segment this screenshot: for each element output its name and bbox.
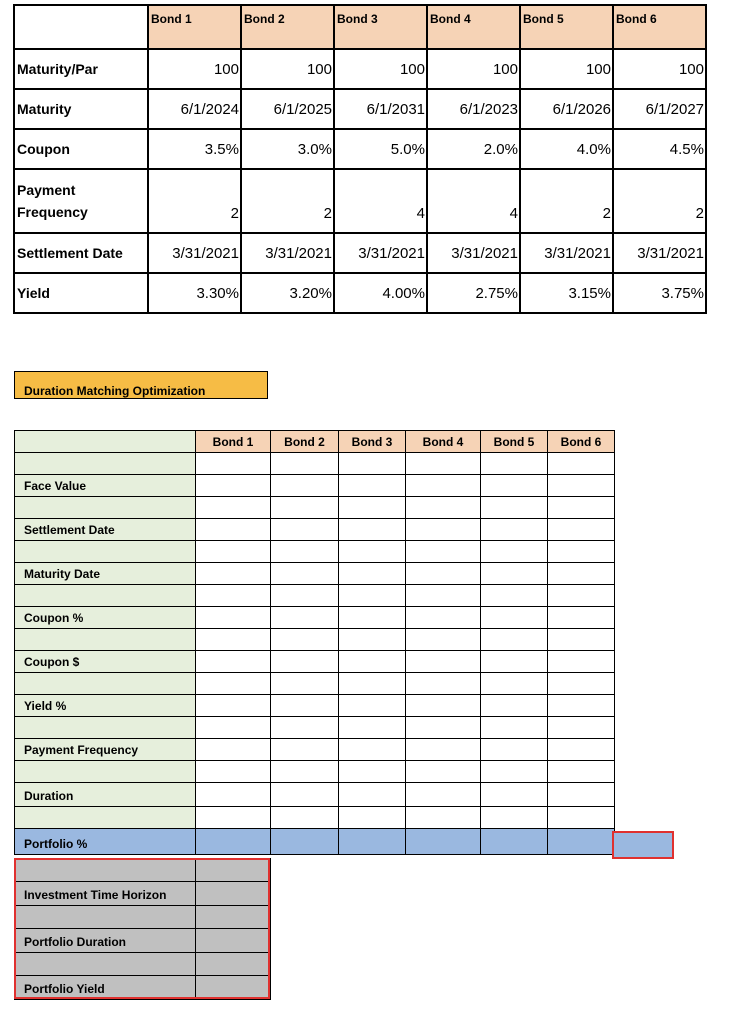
corner-cell[interactable] <box>14 5 148 49</box>
cell[interactable] <box>548 761 615 783</box>
cell[interactable] <box>548 607 615 629</box>
portfolio-row <box>15 829 615 855</box>
spacer-label-cell[interactable] <box>15 717 196 739</box>
cell[interactable] <box>481 453 548 475</box>
cell[interactable] <box>406 585 481 607</box>
cell[interactable] <box>339 497 406 519</box>
cell[interactable] <box>196 607 271 629</box>
summary-label[interactable]: Portfolio Yield <box>15 976 196 1000</box>
row-label-coupon[interactable]: Coupon <box>14 129 148 169</box>
summary-value-cell[interactable] <box>196 953 271 976</box>
cell[interactable]: 3.15% <box>520 273 613 313</box>
cell[interactable] <box>481 519 548 541</box>
cell[interactable]: 3.75% <box>613 273 706 313</box>
table-row <box>15 519 615 541</box>
cell[interactable] <box>339 761 406 783</box>
cell[interactable]: 3/31/2021 <box>427 233 520 273</box>
cell[interactable] <box>406 739 481 761</box>
cell[interactable]: 3.0% <box>241 129 334 169</box>
cell[interactable]: 2.75% <box>427 273 520 313</box>
cell[interactable] <box>406 453 481 475</box>
bond-header-cell[interactable]: Bond 5 <box>520 5 613 49</box>
cell[interactable] <box>406 695 481 717</box>
spacer-label-cell[interactable] <box>15 673 196 695</box>
cell[interactable] <box>339 475 406 497</box>
cell[interactable] <box>548 519 615 541</box>
spacer-label-cell[interactable] <box>15 497 196 519</box>
bond-header-cell[interactable]: Bond 5 <box>481 431 548 453</box>
portfolio-label[interactable]: Portfolio % <box>15 829 196 855</box>
cell[interactable] <box>339 607 406 629</box>
cell[interactable] <box>548 453 615 475</box>
cell[interactable] <box>339 585 406 607</box>
cell[interactable] <box>271 541 339 563</box>
cell[interactable]: 100 <box>148 49 241 89</box>
cell[interactable]: 4 <box>427 169 520 233</box>
row-label-yield[interactable]: Yield <box>14 273 148 313</box>
cell[interactable] <box>339 807 406 829</box>
cell[interactable]: 3/31/2021 <box>334 233 427 273</box>
table-row <box>14 273 706 313</box>
cell[interactable]: 6/1/2026 <box>520 89 613 129</box>
row-label[interactable]: Settlement Date <box>15 519 196 541</box>
cell[interactable]: 100 <box>427 49 520 89</box>
cell[interactable] <box>339 519 406 541</box>
row-label[interactable]: Maturity Date <box>15 563 196 585</box>
spacer-label-cell[interactable] <box>15 629 196 651</box>
table-row <box>14 233 706 273</box>
optimization-table <box>14 430 615 855</box>
cell[interactable] <box>481 717 548 739</box>
opt-header-row <box>15 431 615 453</box>
table-row <box>15 761 615 783</box>
cell[interactable]: 2 <box>241 169 334 233</box>
table-row <box>15 629 615 651</box>
cell[interactable] <box>548 651 615 673</box>
summary-value-cell[interactable] <box>196 906 271 929</box>
bond-header-cell[interactable]: Bond 4 <box>427 5 520 49</box>
cell[interactable] <box>406 761 481 783</box>
summary-value-cell[interactable] <box>196 976 271 1000</box>
cell[interactable]: 6/1/2031 <box>334 89 427 129</box>
table-row <box>14 129 706 169</box>
cell[interactable] <box>339 563 406 585</box>
cell[interactable] <box>481 739 548 761</box>
cell[interactable] <box>548 695 615 717</box>
cell[interactable] <box>271 783 339 807</box>
cell[interactable] <box>548 629 615 651</box>
summary-value-cell[interactable] <box>196 859 271 882</box>
cell[interactable] <box>339 695 406 717</box>
cell[interactable] <box>406 651 481 673</box>
cell[interactable] <box>196 651 271 673</box>
cell[interactable] <box>196 783 271 807</box>
cell[interactable] <box>196 695 271 717</box>
cell[interactable]: 4.5% <box>613 129 706 169</box>
row-label[interactable]: Yield % <box>15 695 196 717</box>
bond-header-cell[interactable]: Bond 2 <box>271 431 339 453</box>
cell[interactable] <box>339 673 406 695</box>
cell[interactable] <box>339 717 406 739</box>
cell[interactable]: 6/1/2027 <box>613 89 706 129</box>
cell[interactable] <box>548 541 615 563</box>
table-row <box>15 563 615 585</box>
cell[interactable] <box>271 607 339 629</box>
cell[interactable]: 2 <box>148 169 241 233</box>
bond-header-cell[interactable]: Bond 6 <box>613 5 706 49</box>
table-row <box>15 976 271 1000</box>
cell[interactable] <box>406 541 481 563</box>
cell[interactable] <box>548 497 615 519</box>
cell[interactable] <box>339 453 406 475</box>
portfolio-cell[interactable] <box>406 829 481 855</box>
cell[interactable] <box>196 739 271 761</box>
cell[interactable] <box>196 497 271 519</box>
cell[interactable] <box>481 695 548 717</box>
table-row <box>15 739 615 761</box>
cell[interactable] <box>481 563 548 585</box>
cell[interactable] <box>481 761 548 783</box>
row-label-settlement-date[interactable]: Settlement Date <box>14 233 148 273</box>
cell[interactable] <box>481 651 548 673</box>
spacer-label-cell[interactable] <box>15 807 196 829</box>
table-row <box>15 475 615 497</box>
portfolio-total-cell[interactable] <box>612 831 674 859</box>
cell[interactable] <box>548 585 615 607</box>
cell[interactable] <box>548 739 615 761</box>
cell[interactable]: 6/1/2023 <box>427 89 520 129</box>
table-row <box>15 695 615 717</box>
cell[interactable] <box>406 607 481 629</box>
bond-header-cell[interactable]: Bond 4 <box>406 431 481 453</box>
cell[interactable] <box>271 475 339 497</box>
cell[interactable] <box>548 475 615 497</box>
cell[interactable] <box>196 629 271 651</box>
cell[interactable]: 4.0% <box>520 129 613 169</box>
cell[interactable] <box>196 475 271 497</box>
cell[interactable]: 3/31/2021 <box>241 233 334 273</box>
table-row <box>14 49 706 89</box>
cell[interactable] <box>406 673 481 695</box>
portfolio-cell[interactable] <box>271 829 339 855</box>
cell[interactable]: 100 <box>520 49 613 89</box>
summary-label[interactable]: Investment Time Horizon <box>15 882 196 906</box>
cell[interactable] <box>271 739 339 761</box>
bond-header-cell[interactable]: Bond 2 <box>241 5 334 49</box>
cell[interactable] <box>196 519 271 541</box>
spacer-label-cell[interactable] <box>15 953 196 976</box>
cell[interactable] <box>339 629 406 651</box>
cell[interactable] <box>406 497 481 519</box>
portfolio-cell[interactable] <box>548 829 615 855</box>
cell[interactable] <box>406 519 481 541</box>
cell[interactable] <box>196 717 271 739</box>
cell[interactable] <box>271 717 339 739</box>
cell[interactable] <box>406 629 481 651</box>
table-row <box>15 651 615 673</box>
row-label-payment-frequency[interactable]: Payment Frequency <box>14 169 148 233</box>
cell[interactable] <box>481 585 548 607</box>
cell[interactable] <box>481 497 548 519</box>
cell[interactable] <box>548 807 615 829</box>
cell[interactable]: 2 <box>520 169 613 233</box>
cell[interactable] <box>271 807 339 829</box>
cell[interactable] <box>481 783 548 807</box>
table-row <box>15 673 615 695</box>
cell[interactable]: 3/31/2021 <box>613 233 706 273</box>
cell[interactable] <box>196 453 271 475</box>
cell[interactable] <box>271 585 339 607</box>
cell[interactable]: 5.0% <box>334 129 427 169</box>
spacer-label-cell[interactable] <box>15 585 196 607</box>
table-row <box>15 953 271 976</box>
spacer-label-cell[interactable] <box>15 453 196 475</box>
cell[interactable] <box>548 783 615 807</box>
cell[interactable] <box>271 563 339 585</box>
cell[interactable]: 100 <box>334 49 427 89</box>
table-row <box>15 807 615 829</box>
cell[interactable] <box>271 673 339 695</box>
table-row <box>15 906 271 929</box>
cell[interactable] <box>196 585 271 607</box>
cell[interactable] <box>339 783 406 807</box>
cell[interactable] <box>548 563 615 585</box>
portfolio-cell[interactable] <box>481 829 548 855</box>
spacer-label-cell[interactable] <box>15 906 196 929</box>
cell[interactable]: 6/1/2024 <box>148 89 241 129</box>
table-row <box>15 585 615 607</box>
table-row <box>15 607 615 629</box>
cell[interactable] <box>406 807 481 829</box>
bond-input-table <box>13 4 707 314</box>
cell[interactable] <box>271 497 339 519</box>
table-row <box>15 783 615 807</box>
cell[interactable]: 3.20% <box>241 273 334 313</box>
bond-header-cell[interactable]: Bond 1 <box>196 431 271 453</box>
summary-table <box>14 858 271 1000</box>
cell[interactable]: 3/31/2021 <box>148 233 241 273</box>
cell[interactable] <box>406 783 481 807</box>
cell[interactable]: 6/1/2025 <box>241 89 334 129</box>
cell[interactable] <box>406 475 481 497</box>
table-row <box>15 497 615 519</box>
spacer-label-cell[interactable] <box>15 761 196 783</box>
cell[interactable] <box>406 563 481 585</box>
cell[interactable] <box>271 761 339 783</box>
section-title[interactable]: Duration Matching Optimization <box>14 371 268 399</box>
cell[interactable]: 2 <box>613 169 706 233</box>
cell[interactable] <box>481 807 548 829</box>
table-row <box>14 169 706 233</box>
summary-label[interactable]: Portfolio Duration <box>15 929 196 953</box>
bond-header-cell[interactable]: Bond 1 <box>148 5 241 49</box>
cell[interactable] <box>481 607 548 629</box>
table-row <box>15 859 271 882</box>
row-label[interactable]: Coupon $ <box>15 651 196 673</box>
bond-header-row <box>14 5 706 49</box>
table-row <box>15 929 271 953</box>
table-row <box>15 717 615 739</box>
cell[interactable]: 4.00% <box>334 273 427 313</box>
corner-cell[interactable] <box>15 431 196 453</box>
cell[interactable] <box>196 541 271 563</box>
cell[interactable] <box>196 673 271 695</box>
cell[interactable] <box>406 717 481 739</box>
spacer-label-cell[interactable] <box>15 541 196 563</box>
cell[interactable] <box>271 695 339 717</box>
portfolio-cell[interactable] <box>196 829 271 855</box>
cell[interactable] <box>271 651 339 673</box>
row-label[interactable]: Face Value <box>15 475 196 497</box>
summary-value-cell[interactable] <box>196 929 271 953</box>
cell[interactable] <box>271 519 339 541</box>
cell[interactable] <box>196 807 271 829</box>
cell[interactable] <box>481 475 548 497</box>
row-label[interactable]: Payment Frequency <box>15 739 196 761</box>
cell[interactable]: 3/31/2021 <box>520 233 613 273</box>
bond-header-cell[interactable]: Bond 3 <box>339 431 406 453</box>
cell[interactable]: 100 <box>241 49 334 89</box>
cell[interactable]: 4 <box>334 169 427 233</box>
cell[interactable] <box>196 761 271 783</box>
table-row <box>14 89 706 129</box>
cell[interactable] <box>271 453 339 475</box>
cell[interactable] <box>339 651 406 673</box>
bond-header-cell[interactable]: Bond 3 <box>334 5 427 49</box>
table-row <box>15 541 615 563</box>
table-row <box>15 453 615 475</box>
row-label[interactable]: Duration <box>15 783 196 807</box>
row-label-maturity-par[interactable]: Maturity/Par <box>14 49 148 89</box>
cell[interactable]: 3.5% <box>148 129 241 169</box>
table-row <box>15 882 271 906</box>
cell[interactable] <box>339 541 406 563</box>
cell[interactable]: 2.0% <box>427 129 520 169</box>
summary-value-cell[interactable] <box>196 882 271 906</box>
portfolio-cell[interactable] <box>339 829 406 855</box>
cell[interactable] <box>339 739 406 761</box>
cell[interactable] <box>271 629 339 651</box>
row-label-maturity[interactable]: Maturity <box>14 89 148 129</box>
cell[interactable] <box>481 541 548 563</box>
cell[interactable] <box>548 673 615 695</box>
cell[interactable] <box>481 629 548 651</box>
cell[interactable] <box>548 717 615 739</box>
spacer-label-cell[interactable] <box>15 859 196 882</box>
cell[interactable]: 3.30% <box>148 273 241 313</box>
bond-header-cell[interactable]: Bond 6 <box>548 431 615 453</box>
cell[interactable] <box>196 563 271 585</box>
cell[interactable]: 100 <box>613 49 706 89</box>
row-label[interactable]: Coupon % <box>15 607 196 629</box>
cell[interactable] <box>481 673 548 695</box>
